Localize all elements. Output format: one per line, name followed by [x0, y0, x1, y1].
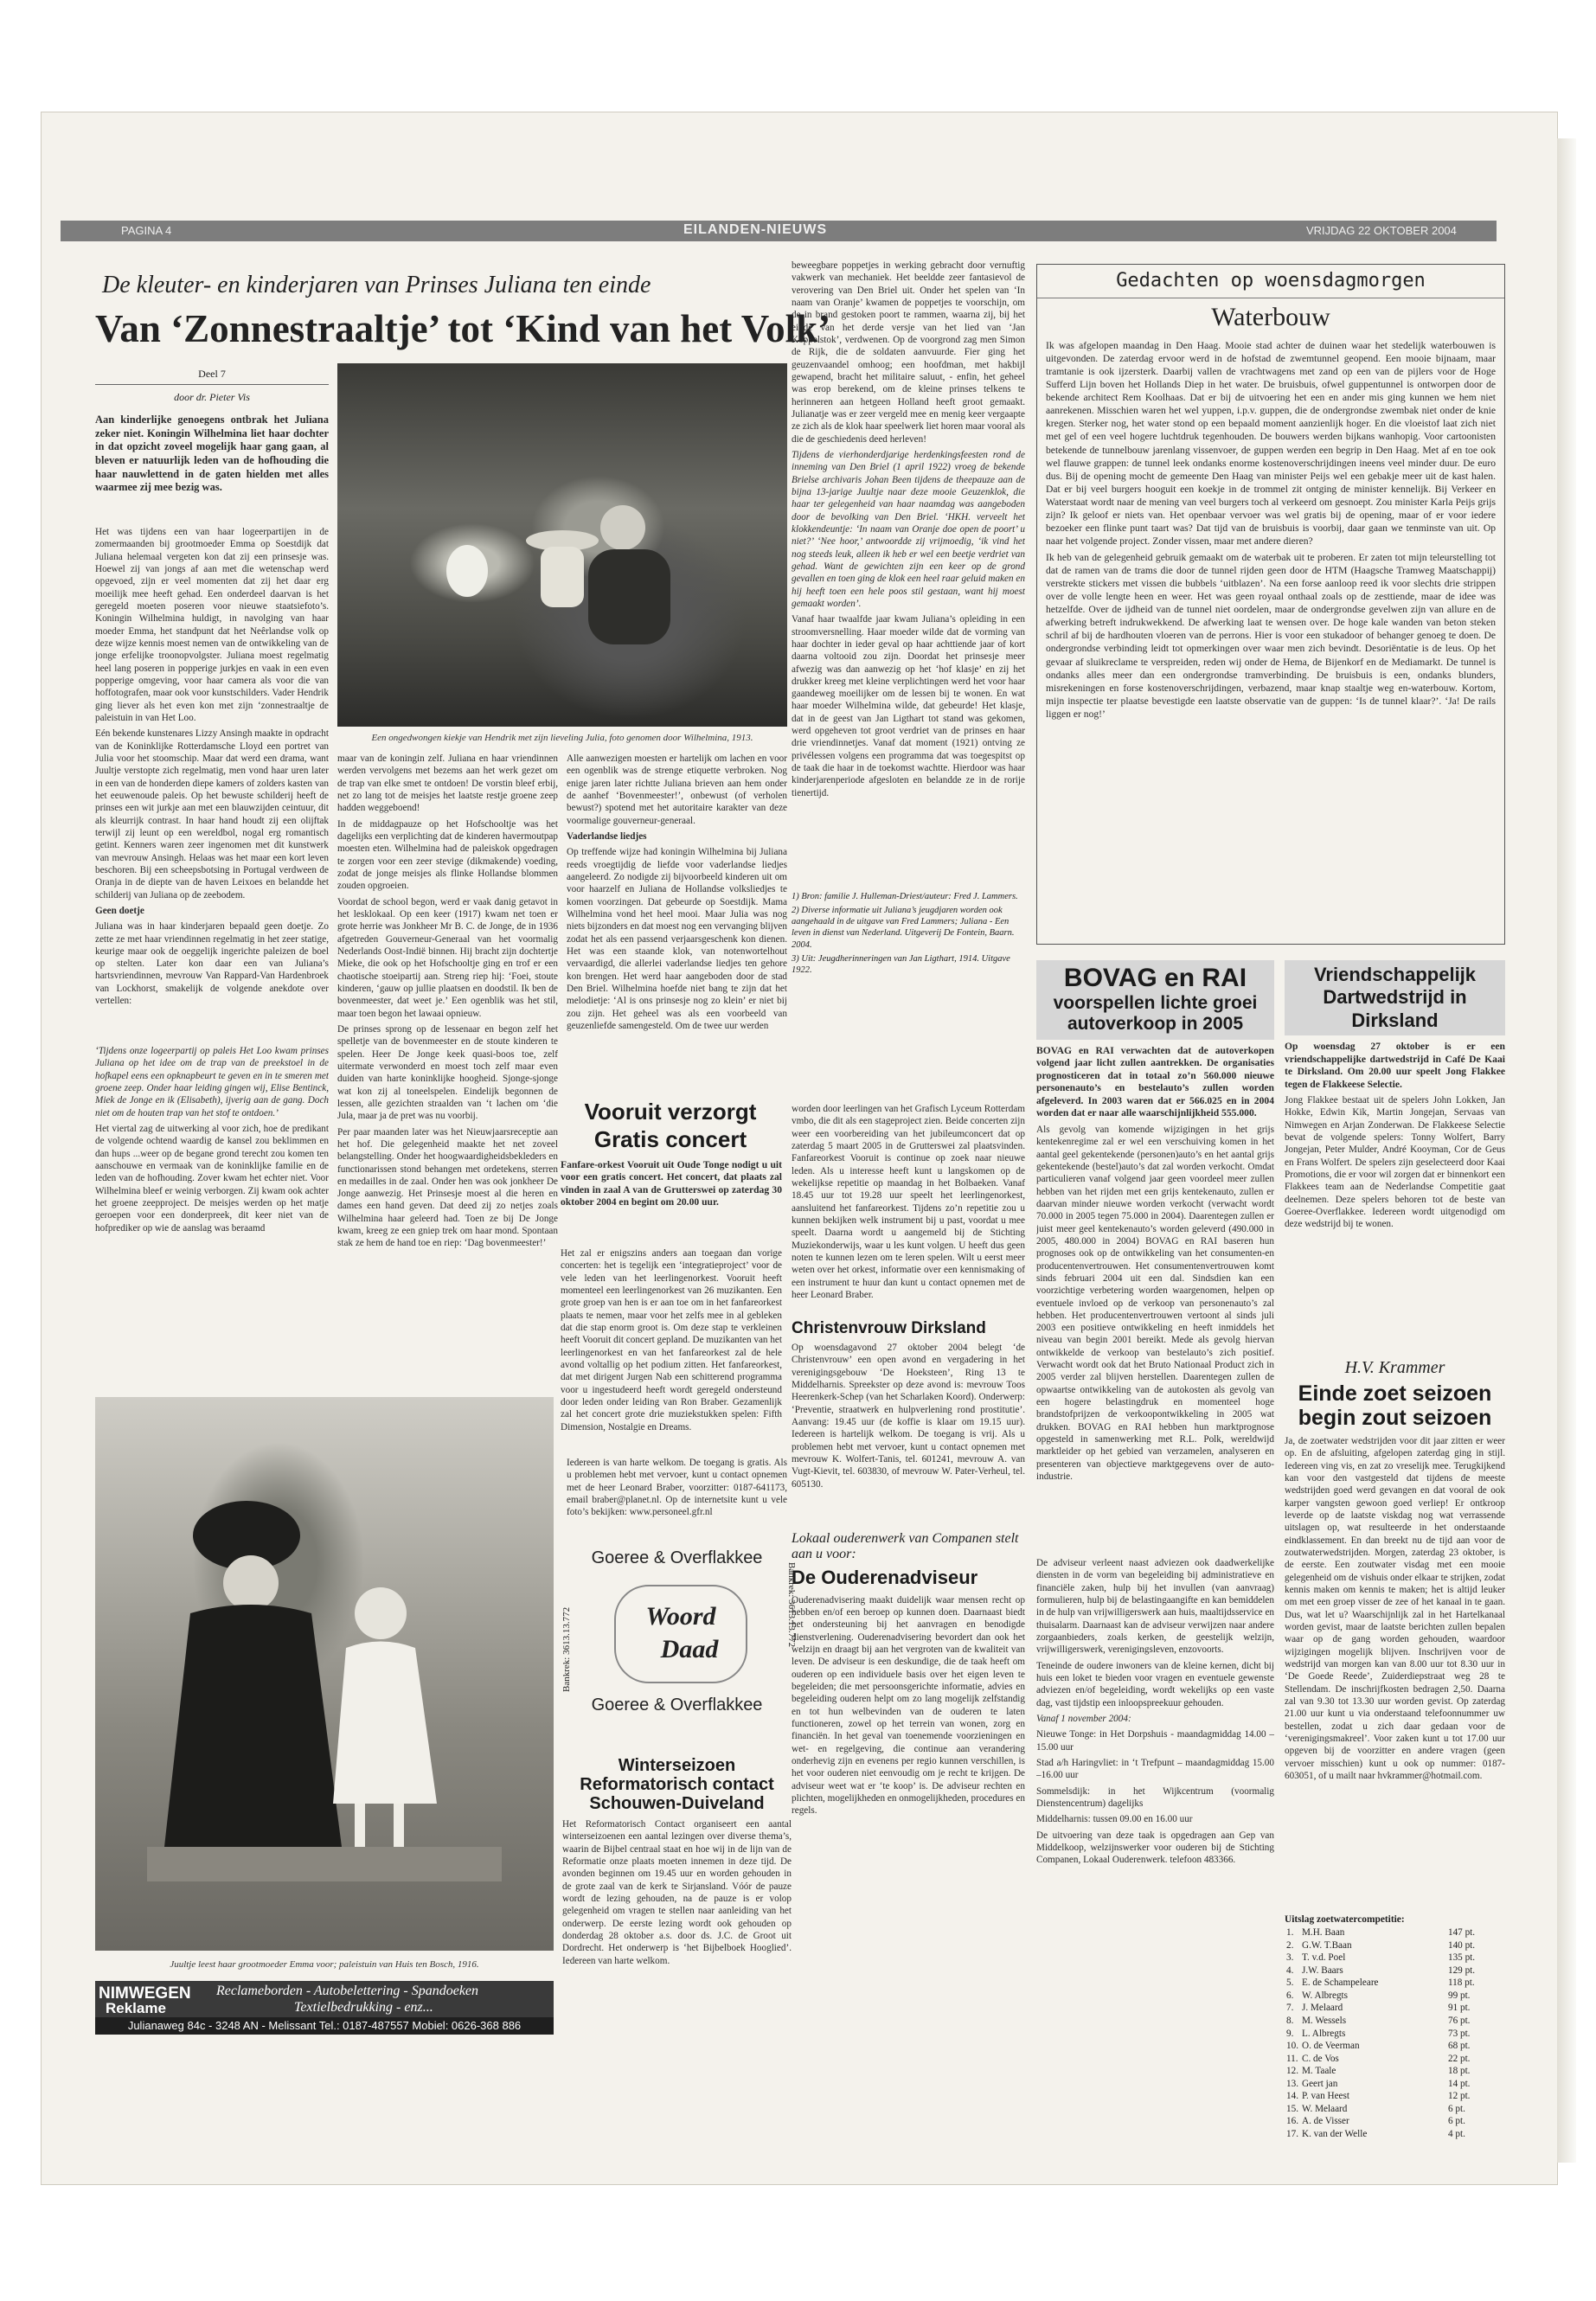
result-name: C. de Vos [1301, 2053, 1339, 2064]
juliana-author: door dr. Pieter Vis [174, 391, 250, 403]
vooruit-title2: Gratis concert [593, 1126, 747, 1152]
result-name: J.W. Baars [1301, 1965, 1343, 1976]
result-name: M. Taale [1301, 2066, 1336, 2077]
paragraph: Juliana was in haar kinderjaren bepaald geen doetje. Zo zette ze met haar vriendinnen regelmatig in het zeer statige, keurige maar ook de oeggelijk ingerichte paleizen de boel op stelten. Later kon daar een van Juliana’s hartsvriendinnen, mevrouw Van Rappard-Van Hardenbroek van Lockhorst, smakelijk de volgende anekdote over vertellen: [95, 921, 329, 1007]
footnote: 1) Bron: familie J. Hulleman-Driest/auteur: Fred J. Lammers. [792, 892, 1018, 901]
juliana-col1 [95, 526, 329, 1045]
schedule-item: Middelharnis: tussen 09.00 en 16.00 uur [1036, 1814, 1193, 1825]
result-rank: 10. [1286, 2041, 1298, 2052]
paragraph: Tijdens de vierhonderdjarige herdenkingsfeesten rond de inneming van Den Briel (1 april 1922) vroeg de bekende Brielse archivaris Johan Been tijdens de theepauze aan de bijna 13-jarige Juultje naar deze mooie Geuzenklok, die haar ter gelegenheid van haar naamdag was aangeboden door de bevolking van Den Briel. ‘HKH. verveelt het klokkendeuntje: ‘In naam van Oranje doe open de poort’ u niet?’ ‘Nee hoor,’ antwoordde zij vrijmoedig, ‘ik vind het nog steeds leuk, alleen ik heb er wel een beetje verdriet van gehad. Want de gewichten zijn een keer op de grond gevallen en toen ging de klok een heel raar geluid maken en hij heeft toen een hele poos stil gestaan, want hij moest gemaakt worden’. [792, 449, 1025, 609]
result-rank: 12. [1286, 2066, 1298, 2077]
result-name: J. Melaard [1301, 2003, 1343, 2014]
result-row [1285, 2090, 1477, 2103]
results-title: Uitslag zoetwatercompetitie: [1285, 1914, 1405, 1925]
result-name: K. van der Welle [1301, 2129, 1368, 2139]
christen-title: Christenvrouw Dirksland [792, 1319, 986, 1337]
result-pts: 14 pt. [1447, 2078, 1471, 2089]
ouderen-text: Ouderenadvisering maakt duidelijk waar mensen recht op hebben en/of een beroep op kunnen doen. Daarnaast biedt het ondersteuning bij het aanvragen en benodigde dienstverlening. Ouderenadvisering bevordert dan ook het welzijn en draagt bij aan het vergroten van de kwaliteit van leven. De adviseur is een deskundige, die de taak heeft om ouderen op een individuele basis over het eigen leven te begeleiden; die met persoonsgerichte informatie, advies en begeleiding ouderen helpt om zo lang mogelijk zelfstandig en tot hun welbevinden van de ouderen te laten functioneren, zowel op het terrein van wonen, zorg en financiën. In het geval van toenemende voorzieningen en wet- en regelgeving, die continue aan verandering onderhevig zijn en evenens per regio kunnen verschillen, is het voor ouderen niet eenvoudig om je recht te krijgen. De adviseur weet wat er ‘te koop’ is. De adviseur rechten en plichten, mogelijkheden en onmogelijkheden, procedures en regels. [792, 1594, 1025, 1817]
result-pts: 118 pt. [1447, 1977, 1475, 1989]
ad-brand-sub: Reklame [106, 2000, 166, 2016]
region-bottom: Goeree & Overflakkee [591, 1695, 763, 1715]
woord-daad-logo [614, 1585, 747, 1683]
juliana-part: Deel 7 [198, 368, 226, 380]
paragraph: Alle aanwezigen moesten er hartelijk om lachen en voor een ogenblik was de strenge etiquette verbroken. Nog enige jaren later richtte Juliana brieven aan hem onder de aanhef ‘Bovenmeester!’, onbewust (of verholen bewust?) spotend met het autoritaire karakter van deze voormalige gouverneur-generaal. [567, 753, 787, 826]
paragraph: Per paar maanden later was het Nieuwjaarsreceptie aan het hof. Die gelegenheid maakte het net zoveel belangstelling. Onder het hoogwaardigheidsbekleders en functionarissen stond behangen met ordetekens, sterren en medailles in de zaal. Onder hen was ook jonkheer De Jonge aanwezig. Het Prinsesje moest al die heren en dames een hand geven. Dat deed zij zo netjes zoals Wilhelmina haar geleerd had. Toen ze bij De Jonge kwam, kreeg ze een gniep trek om haar mond. Spontaan stak ze hem de hand toe en riep: ‘Dag bovenmeester!’ [337, 1126, 558, 1249]
paragraph: Ik was afgelopen maandag in Den Haag. Mooie stad achter de duinen waar het stedelijk waterbouwen is uitgevonden. De zaterdag ervoor werd in de hofstad de zwemtunnel geopend. Een mooie bijnaam, maar tramtanie is ook ijzersterk. Daarbij vallen de vrachtwagens met zand op een van de pijlers voor de Hoge Sufferd Lijn boven het Hollands Diep in het water. De bruisbuis, ofwel guppentunnel is ontworpen door de bekende architect Rem Koolhaas. Dat er bij de uitvoering het een en ander mis ging kunnen we hem niet aanrekenen. Misschien waren het wel yuppen, i.p.v. guppen, die de ondergrondse zwembak niet onder de knie kregen. Sterker nog, het water stond op een bepaald moment aanzienlijk hoger. En die vloeistof laat zich niet met gel of een veel hogere luchtdruk tegenhouden. De bouwers werden bijkans wanhopig. Voor cartoonisten betekende de tunnelbouw jarenlang vissenvoer, de guppen werden een begrip in Den Haag. Met af en toe ook wel flauwe grappen: de tunnel leek ondanks enorme kostenoverschrijdingen ineens veel minder duur. De euro dus. Bij de opening mocht de gemeente Den Haag van minister Peijs wel een gebakje meer uit de kast halen. Dat er bij veel burgers hooguit een koekje in de trommel zit ontging de minister kennelijk. Bij Verkeer en Waterstaat wordt naar de mening van veel burgers toch al verkeerd om gesnoept. Zou minister Karla Peijs grijs zijn? Ik geloof er niets van. Het openbaar vervoer was wel gratis bij de opening, maar of er voor iedere bezoeker een flinke punt taart was? Dat tijd van de bruisbuis is voorbij, daar gaan we tenminste van uit. Op naar het volgende project. Zonder vissen, maar met andere dieren? [1046, 340, 1496, 547]
juliana-title: Van ‘Zonnestraaltje’ tot ‘Kind van het Volk’ [95, 307, 831, 350]
juliana-lead: Aan kinderlijke genoegens ontbrak het Juliana zeker niet. Koningin Wilhelmina liet haar dochter in dat opzicht zoveel mogelijk haar gang gaan, al bleven er natuurlijk leden van de hofhouding die haar nauwlettend in de gaten hielden met alles waarmee zij mee bezig was. [95, 413, 329, 494]
krammer-title: Einde zoet seizoen begin zout seizoen [1298, 1381, 1492, 1430]
bovag-lead: BOVAG en RAI verwachten dat de autoverkopen volgend jaar licht zullen aantrekken. De organisaties prognosticeren dat in totaal zo’n 560.000 nieuwe personenauto’s en bestelauto’s zullen worden afgeleverd. In 2003 waren dat er 566.025 en in 2004 worden dat er naar alle waarschijnlijkheid 555.000. [1036, 1045, 1274, 1119]
result-pts: 73 pt. [1447, 2028, 1471, 2039]
dart-text: Jong Flakkee bestaat uit de spelers John Lokken, Jan Hokke, Edwin Kik, Martin Jongejan, Servaas van Nimwegen en Arjan Zonderwan. De Flakkeese Selectie bevat de volgende spelers: Tonny Wolfert, Barry Jongejan, Peter Mulder, André Kooyman, Cor de Geus en Frans Wolfert. De spelers zijn geselecteerd door Kaai Promotions, die er voor wil zorgen dat er binnenkort een Flakkees team aan de Nederlandse Competitie gaat deelnemen. Deze spelers behoren tot de beste van Goeree-Overflakkee. Iedereen wordt uitgenodigd om deze wedstrijd bij te wonen. [1285, 1095, 1505, 1230]
schedule-item: Sommelsdijk: in het Wijkcentrum (voormalig Dienstencentrum) dagelijks [1036, 1785, 1274, 1809]
schedule-item: Stad a/h Haringvliet: in ‘t Trefpunt – maandagmiddag 15.00 –16.00 uur [1036, 1757, 1274, 1781]
juliana-col3 [567, 753, 787, 1090]
result-row [1285, 1926, 1477, 1939]
bank-left: Bankrek: 3613.13.772 [561, 1606, 572, 1692]
vooruit-text: Het zal er enigszins anders aan toegaan dan vorige concerten: het is tegelijk een ‘integratieproject’ voor de vele leden van het leerlingenorkest. Vooruit heeft momenteel een leerlingenorkest van 26 muzikanten. Een grote groep van hen is er aan toe om in het fanfareorkest plaats te nemen, maar voor het zelfs mee in al gebleken dat die stap enorm groot is. Om deze stap te verkleinen heeft Vooruit dit concert gepland. De muzikanten van het leerlingenorkest en van het fanfareorkest zal de hele avond voltallig op het podium zitten. Het fanfareorkest, dat met dirigent Jurgen Nab een schitterend programma voor u ingestudeerd heeft wordt geregeld ondersteund door leden onder leiding van Ron Braber. Gezamenlijk zal het concert grote drie muziekstukken spelen: Fifth Dimension, Nostalgie en Dreams. [561, 1248, 782, 1433]
result-rank: 7. [1286, 2003, 1294, 2014]
krammer-text: Ja, de zoetwater wedstrijden voor dit jaar zitten er weer op. En de afsluiting, afgelopen zaterdag ging in stijl. Iedereen ving vis, en zat zo vreselijk mee. Terugkijkend kan voor den vastgesteld dat tijdens de meeste wedstrijden goed werd gevangen en dat vooral de ook karper vangsten gewoon goed verliep! Er ontkroop leverde op de laatste viskdag nog wat verrassende uitslagen op, wat resulteerde in het onderstaande eindklassement. En dan breekt nu de tijd aan voor de zoutwaterwedstrijden. Morgen, zaterdag 23 oktober, is de eerste. Een zoutwater visdag met een mooie gelegenheid om de vishuis onder elkaar te strijken, zodat kennis maken om kennis te maken; het is altijd leuker om met een groep visser de zee of het kanaal in te gaan. Dus, wat let u? Waarschijnlijk zal in het Hartelkanaal worden gevist, maar de laatste berichten zullen bepalen waar op de gang worden gehouden, waardoor wijzigingen mogelijk blijven. Inschrijven voor de wedstrijd van morgen kan van 8.00 uur tot 8.30 uur in ‘De Goede Reede’, Zuiderdiepstraat weg 28 te Stellendam. De inschrijfkosten bedragen 2,50. Daarna zal van 9.30 tot 13.30 uur worden gevist. Op zaterdag 21.00 uur kunt u via onderstaand telefoonnummer uw bestellen, zodat u zich daar gedaan voor de ‘verenigingsmakreel’. Voor zaken kunt u tot 17.00 uur opgeven bij de voorzitter en andere vragen (geen vervoer misschien) kunt u ook op nummer: 0187-603051, of u mailt naar hvkrammer@hotmail.com. [1285, 1436, 1505, 1781]
result-rank: 6. [1286, 1990, 1294, 2001]
juliana-col2 [337, 753, 558, 1410]
result-row [1285, 2103, 1477, 2116]
result-name: T. v.d. Poel [1301, 1952, 1346, 1964]
result-pts: 12 pt. [1447, 2091, 1471, 2102]
gedachten-title: Waterbouw [1211, 303, 1330, 331]
gedachten-body [1046, 339, 1496, 936]
result-row [1285, 2053, 1477, 2066]
ad-brand: NIMWEGEN [99, 1984, 191, 2003]
result-name: L. Albregts [1301, 2028, 1346, 2039]
result-pts: 99 pt. [1447, 1990, 1471, 2001]
result-row [1285, 1990, 1477, 2003]
schedule-intro: Vanaf 1 november 2004: [1036, 1713, 1131, 1724]
paragraph: In de middagpauze op het Hofschooltje was het dagelijks een verplichting dat de kinderen havermoutpap moesten eten. Wilhelmina had de paleiskok opgedragen te zorgen voor een zeer stevige (dikmakende) voeding, zodat de jonge meisjes als flinke Hollandse blommen zouden opgroeien. [337, 818, 558, 892]
winter-article [562, 1756, 792, 2037]
subheading: Vaderlandse liedjes [567, 830, 647, 842]
footnote: 3) Uit: Jeugdherinneringen van Jan Ligthart, 1914. Uitgave 1922. [792, 953, 1010, 975]
bovag-title2: voorspellen lichte groei [1053, 993, 1258, 1013]
vooruit-text2: Iedereen is van harte welkom. De toegang is gratis. Als u problemen hebt met vervoer, kunt u contact opnemen met de heer Leonard Braber, voorzitter: 0187-641173, email braber@planet.nl. Op de internetsite kunt u vele foto’s bekijken: www.personeel.gfr.nl [567, 1458, 787, 1518]
ouderen-kicker: Lokaal ouderenwerk van Companen stelt aan u voor: [792, 1531, 1019, 1562]
schedule-item: Nieuwe Tonge: in Het Dorpshuis - maandagmiddag 14.00 – 15.00 uur [1036, 1729, 1274, 1753]
result-name: A. de Visser [1301, 2116, 1349, 2127]
paragraph: De adviseur verleent naast adviezen ook daadwerkelijke diensten in de vorm van begeleiding bij administratieve en financiële zaken, hulp bij het invullen (van aanvraag) formulieren, hulp bij de belastingaangifte en kan bemiddelen in de hulp van vrijwilligerswerk aan huis, maaltijdsservice en thuisalarm. Daarnaast kan de adviseur verwijzen naar andere zorgaanbieders, zoals kerken, de geestelijk welzijn, vrijwilligerswerk, verenigingsleven, enzovoorts. [1036, 1558, 1274, 1656]
logo-woord: Woord [645, 1602, 716, 1631]
juliana-col4 [792, 260, 1025, 887]
result-pts: 91 pt. [1447, 2003, 1471, 2014]
paragraph: Het viertal zag de uitwerking al voor zich, hoe de predikant de volgende ochtend waardig de kansel zou beklimmen en dan hups ...weer op de begane grond terecht zou komen ten aanschouwe en vermaak van de koninklijke familie en de leden van de hofhouding. Zover kwam het echter niet. Voor Wilhelmina bleef er weinig verborgen. Zij kwam ook achter het groene zeepproject. De meisjes werden op het matje geroepen voor een donderpreek, dit keer niet van de hofprediker op wie de aanslag was beraamd [95, 1123, 329, 1234]
result-rank: 13. [1286, 2078, 1298, 2089]
result-row [1285, 2028, 1477, 2041]
vooruit-cont [792, 1103, 1025, 1315]
result-row [1285, 2015, 1477, 2028]
photo1-caption: Een ongedwongen kiekje van Hendrik met zijn lieveling Julia, foto genomen door Wilhelmina, 1913. [371, 733, 753, 743]
result-pts: 22 pt. [1447, 2053, 1471, 2064]
ouderen-title: De Ouderenadviseur [792, 1566, 978, 1588]
result-pts: 140 pt. [1447, 1939, 1476, 1951]
winter-title: Winterseizoen Reformatorisch contact Schouwen-Duiveland [580, 1756, 774, 1813]
nimwegen-ad [95, 1981, 554, 2035]
vooruit-lead: Fanfare-orkest Vooruit uit Oude Tonge nodigt u uit voor een gratis concert. Het concert, dat plaats zal vinden in zaal A van de Grutterswei op zaterdag 30 oktober 2004 en begint om 20.00 uur. [561, 1159, 782, 1208]
result-rank: 16. [1286, 2116, 1298, 2127]
result-name: W. Albregts [1301, 1990, 1349, 2001]
ad-line1: Reclameborden - Autobelettering - Spandoeken [216, 1984, 479, 1998]
result-rank: 15. [1286, 2103, 1298, 2114]
result-row [1285, 2078, 1477, 2091]
result-pts: 135 pt. [1447, 1952, 1476, 1964]
result-rank: 4. [1286, 1965, 1294, 1976]
result-row [1285, 2002, 1477, 2015]
woord-daad-ad [561, 1548, 797, 1739]
result-row [1285, 1965, 1477, 1977]
result-rank: 17. [1286, 2129, 1298, 2139]
paragraph: De uitvoering van deze taak is opgedragen aan Gep van Middelkoop, welzijnswerker voor ouderen bij de Stichting Companen, Lokaal Ouderenwerk. telefoon 483366. [1036, 1830, 1274, 1866]
paragraph: Vanaf haar twaalfde jaar kwam Juliana’s opleiding in een stroomversnelling. Haar moeder wilde dat de vorming van haar dochter in ieder geval op haar achttiende jaar of kort daarna voltooid zou zijn. Doordat het prinsesje meer afwezig was dan aanwezig op het ‘hof klasje’ en zij het drukker kreeg met kleine verplichtingen werd het voor haar gaandeweg moeilijker om de lessen bij te wonen. En wat haar moeder Wilhelmina wilde, dat gebeurde! Het klasje, dat in de geest van Jan Ligthart tot stand was gekomen, werd opgeheven tot groot verdriet van de prinses en haar drie vriendinnetjes. Vanaf dat moment (1921) ontving ze privélessen volgens een programma dat was toegespitst op de taak die haar in de toekomst wachtte. Hierdoor was haar kinderjarenperiode afgesloten en belandde ze in de rorije tienertijd. [792, 614, 1025, 798]
subheading: Geen doetje [95, 905, 144, 916]
dart-article [1285, 960, 1505, 1332]
result-name: M. Wessels [1301, 2015, 1347, 2026]
result-rank: 9. [1286, 2028, 1294, 2039]
result-name: W. Melaard [1301, 2103, 1348, 2114]
result-name: M.H. Baan [1301, 1927, 1345, 1938]
paragraph: Teneinde de oudere inwoners van de kleine kernen, dicht bij huis een loket te bieden voor vragen en eventuele gewenste adviezen en/of begeleiding, wordt wekelijks op een vaste dag, vast tijdstip een inloopspreekuur gehouden. [1036, 1660, 1274, 1708]
paragraph: beweegbare poppetjes in werking gebracht door vernuftig vakwerk van mechaniek. Het beeldde zeer fantasievol de verovering van Den Briel uit. Onder het spelen van ‘In naam van Oranje’ kwamen de poppetjes te voorschijn, om de in brand gestoken poort te rammen, waarna zij, bij het einde van het derde versje van het lied van ‘Jan Koppelstok’, verdwenen. Op de voorgrond zag men Simon de Rijk, die de soldaten aanvuurde. Fier ging het geuzenvaandel omhoog; een hoofdman, met hakbijl gewapend, bracht het militaire saluut, - enfin, het geheel was erop berekend, om de kleine prinses telkens te herinneren aan hetgeen Holland heeft groot gemaakt. Julianatje was er zeer vergeld mee en menig keer vergaapte ze zich als de klok haar speelwerk liet horen maar vooral als die de geschiedenis deed herleven! [792, 260, 1025, 445]
result-name: E. de Schampeleare [1301, 1977, 1379, 1989]
result-pts: 6 pt. [1447, 2116, 1465, 2127]
result-row [1285, 2065, 1477, 2078]
result-pts: 18 pt. [1447, 2066, 1471, 2077]
paragraph: worden door leerlingen van het Grafisch Lyceum Rotterdam vmbo, die dit als een stageproject zien. Beide concerten zijn weer een voorbereiding van het jubileumconcert dat op zaterdag 5 maart 2005 in de Grutterswei zal plaatsvinden. Fanfareorkest Vooruit is continue op zoek naar nieuwe leden. Als u interesse heeft kunt u langskomen op de wekelijkse repetitie op maandag in het Bolbaeken. Vanaf 18.45 uur tot 19.28 uur speelt het leerlingenorkest, aansluitend het fanfareorkest. Tijdens zo’n repetitie zou u kunnen bekijken welk instrument bij u past, voordat u mee speelt. Daarna wordt u aangemeld bij de Stichting Muziekonderwijs, waar u les kunt volgen. U heeft dus geen noten te kunnen lezen om te leren spelen. Wilt u eerst meer weten over het orkest, informatie over een kennismaking of een instrument te huur dan kunt u contact opnemen met de heer Leonard Braber. [792, 1104, 1025, 1300]
photo-hendrik-julia [337, 363, 787, 727]
result-row [1285, 1977, 1477, 1990]
paragraph: Ik heb van de gelegenheid gebruik gemaakt om de waterbak uit te proberen. Er zaten tot mijn teleurstelling tot dat de ramen van de trams die door de tunnel rijden geen door de HTM (Haagsche Tramweg Maatschappij) verstrekte stickers met vissen die bubbels ‘uitblazen’. Na een forse aanloop reed ik voor slechts drie strippen over de volle lengte heen en weer. Het was geen royaal onthaal zoals op de zesttiende, maar de idee was hetzelfde. Over de ijdheid van de tunnel niet oordelen, maar de ondergrondse gevelwen zijn van allure en de afwerking betreft indrukwekkend. De afwerking laat te wensen over. De hoge kale wanden van beton steken schril af bij de hardhouten vloeren van de perrons. Hier is voor een stukadoor of behanger genoeg te doen. De ondergrondse verbinding leidt tot opmerkingen over waar men zich bevindt. Desoriëntatie is de leus. Op het gevaar af sluikreclame te verspreiden, reden wij onder de Hema, de Bijenkorf en de Mediamarkt. De tunnel is ondanks alles meer dan een ondergrondse tramverbinding. De bruisbuis is een, ondanks blunders, misrekeningen en forse kostenoverschrijdingen, verbazend, maar knap staaltje weg en-waterbouw. Kortom, mijn inspectie ter plaatse bevestigde een laatste observatie van de guppen: ‘Is de tunnel klaar?’. ‘Ja! De rails liggen er nog!’ [1046, 552, 1496, 720]
bovag-title1: BOVAG en RAI [1063, 964, 1247, 992]
photo-emma-juultje [95, 1397, 554, 1951]
christen-text: Op woensdagavond 27 oktober 2004 belegt ‘de Christenvrouw’ een open avond en vergadering in het verenigingsgebouw ‘De Hoeksteen’, Ring 13 te Middelharnis. Spreekster op deze avond is: mevrouw Toos Heerenkerk-Schep (van het Scharlaken Koord). Onderwerp: ‘Preventie, straatwerk en hulpverlening rond prostitutie’. Aanvang: 19.45 uur (de koffie is klaar om 19.15 uur). Iedereen is hartelijk welkom. De toegang is vrij. Als u problemen hebt met vervoer, kunt u contact opnemen met mevrouw K. Wolfert-Tanis, tel. 601241, mevrouw A. van Vugt-Kievit, tel. 603830, of mevrouw W. Pater-Verheul, tel. 605130. [792, 1343, 1025, 1490]
ad-address: Julianaweg 84c - 3248 AN - Melissant Tel.: 0187-487557 Mobiel: 0626-368 886 [95, 2017, 554, 2035]
paragraph: Eén bekende kunstenares Lizzy Ansingh maakte in opdracht van de Koninklijke Rotterdamsche Lloyd een portret van Julia voor het stoomschip. Maar dat werd een drama, want Juultje verstopte zich regelmatig, men vond haar uren later in een van de honderden diepe kamers of zolders kasten van het eeuwenoude paleis. Op het bewuste schilderij heeft de prinses een wit jurkje aan met een blauwzijden ceintuur, dit als kleurrijk contrast. In haar hand houdt zij een olijftak terwijl zij leunt op een wereldbol, nogal erg romantisch getint. Kenners waren zeer ingenomen met dit kunstwerk van mevrouw Ansingh. Helaas was het maar een kort leven beschoren. Bij een scheepsbotsing in Portugal verdween de Oranja in de diepte van de haven Leixoes en belandde het schilderij van Juliana op de zeebodem. [95, 728, 329, 901]
result-rank: 2. [1286, 1939, 1294, 1951]
issue-date: VRIJDAG 22 OKTOBER 2004 [1306, 224, 1457, 237]
ouderen-article [792, 1531, 1025, 2037]
dart-lead: Op woensdag 27 oktober is er een vriendschappelijke dartwedstrijd in Café De Kaai te Dirksland. Om 20.00 uur speelt Jong Flakkee tegen de Flakkeese Selectie. [1285, 1041, 1505, 1090]
paragraph: maar van de koningin zelf. Juliana en haar vriendinnen werden vervolgens met bezems aan het werk gezet om de trap van elke smet te ontdoen! De vorstin bleef erbij, net zo lang tot de meisjes het laatste restje groene zeep hadden weggeboend! [337, 753, 558, 814]
result-pts: 68 pt. [1447, 2041, 1471, 2052]
bovag-text: Als gevolg van komende wijzigingen in het grijs kentekenregime zal er wel een verschuiving komen in het aantal geel gekentekende (personen)auto’s en het aantal grijs gekentekende (bestel)auto’s dat zal worden verkocht. Omdat particulieren vanaf volgend jaar geen voordeel meer zullen hebben van het rijden met een grijs kentekenauto, zullen er daarvan minder nieuwe worden verkocht (verwacht wordt 70.000 in 2005 tegen 75.000 in 2004). Daarentegen zullen er juist meer geel kentekenauto’s worden geleverd (490.000 in 2005, 480.000 in 2004) BOVAG en RAI baseren hun prognoses ook op de ontwikkeling van het consumenten-en producentenvertrouwen. Het consumentenvertrouwen komt sinds februari 2004 uit een dal. Sindsdien kan een voorzichtige verbetering worden waargenomen, helpen op eventuele invloed op de verkoop van personenauto’s zal hebben. Het producentenvertrouwen vertoont al sinds juli 2003 een positieve ontwikkeling en heeft inmiddels het niveau van begin 2001 bereikt. Mede als gevolg hiervan ontwikkelde de verkoop van bestelauto’s zich positief. Verwacht wordt ook dat het Bruto Nationaal Product zich in 2005 verder zal blijven herstellen. Daarentegen zullen de opwaartse ontwikkeling van de autokosten als gevolg van een hogere belastingdruk en momenteel hoge brandstofprijzen de verkoopontwikkeling in 2005 wat drukken. BOVAG en RAI hebben hun marktprognose opgesteld in samenwerking met R.L. Polk, wereldwijd marktleider op het gebied van verzamelen, analyseren en presenteren van objectieve marktgegevens over de auto-industrie. [1036, 1124, 1274, 1483]
result-row [1285, 2040, 1477, 2053]
krammer-kicker: H.V. Krammer [1344, 1358, 1445, 1377]
juliana-notes [792, 891, 1025, 1107]
results-table [1285, 1926, 1477, 2141]
page-fold [1557, 138, 1576, 2163]
result-pts: 129 pt. [1447, 1965, 1476, 1976]
juliana-kicker: De kleuter- en kinderjaren van Prinses Juliana ten einde [102, 272, 651, 298]
result-rank: 8. [1286, 2015, 1294, 2026]
masthead [61, 221, 1497, 241]
region-top: Goeree & Overflakkee [591, 1548, 763, 1567]
quote: ‘Tijdens onze logeerpartij op paleis Het Loo kwam prinses Juliana op het idee om de trap van de preekstoel in de hofkapel eens een opknapbeurt te geven en in te smeren met groene zeep. Onder haar leiding gingen wij, Elise Bentinck, Miek de Jonge en ik (Elisabeth), ijverig aan de gang. Doch niet om de houten trap van het stof te ontdoen.’ [95, 1046, 329, 1118]
juliana-col1-cont [95, 1045, 329, 1391]
photo2-caption: Juultje leest haar grootmoeder Emma voor; paleistuin van Huis ten Bosch, 1916. [170, 1959, 479, 1970]
paragraph: Voordat de school begon, werd er vaak danig getavot in het lesklokaal. Op een keer (1917) kwam net toen er grote herrie was Jonkheer Mr B. C. de Jonge, de in 1936 afgetreden Gouverneur-Generaal van het voormalig Nederlands Oost-Indië binnen. Hij bracht zijn dochtertje Mieke, die ook op het Hofschooltje ging en trof er een chaotische stoeipartij aan. Streng riep hij: ‘Foei, stoute kinderen, ‘gauw op jullie plaatsen en doodstil. Ik ben de bovenmeester, dat weet je.’ Een ogenblik was het stil, maar toen begon het lawaai opnieuw. [337, 896, 558, 1019]
logo-daad: Daad [660, 1635, 719, 1663]
vooruit-article [554, 1099, 787, 1453]
christen-article [792, 1319, 1025, 1518]
result-pts: 4 pt. [1447, 2129, 1465, 2139]
vooruit-title1: Vooruit verzorgt [584, 1099, 757, 1125]
footnote: 2) Diverse informatie uit Juliana’s jeugdjaren worden ook aangehaald in de uitgave van Fred Lammers; Juliana - Een leven in dienst van Nederland. Uitgeverij De Fontein, Baarn. 2004. [792, 906, 1015, 950]
gedachten-header: Gedachten op woensdagmorgen [1037, 265, 1504, 298]
result-row [1285, 2128, 1477, 2141]
ouderen-col2 [1036, 1557, 1274, 2037]
result-row [1285, 1939, 1477, 1952]
gedachten-box [1036, 264, 1505, 945]
result-rank: 11. [1286, 2053, 1298, 2064]
paragraph: Op treffende wijze had koningin Wilhelmina bij Juliana reeds vroegtijdig de liefde voor vaderlandse liedjes aangeleerd. Zo nodigde zij bijvoorbeeld kinderen uit om voor haarzelf en Juliana de Hollandse volksliedjes te komen voorzingen. Dat gebeurde op Soestdijk. Mama Wilhelmina vond het heel mooi. Maar Julia was nog niets bijzonders en dat moest nog een vervanging blijven zodat het als een passend verjaarsgeschenk kon dienen. Het was een staande klok, van notenwortelhout vervaardigd, die allerlei vaderlandse liedjes ten gehore kon brengen. Het werd haar aangeboden door de stad Den Briel. Wilhelmina hoefde niet bang te zijn dat het melodietje: ‘Al is ons prinsesje nog zo klein’ er niet bij zou zijn. Het geheel was als een voorbeeld van geuzenliefde samengesteld. Om de twee uur werden [567, 847, 787, 1031]
result-name: P. van Heest [1301, 2091, 1349, 2102]
result-rank: 14. [1286, 2091, 1298, 2102]
dart-title: Vriendschappelijk Dartwedstrijd in Dirksland [1313, 964, 1477, 1031]
result-row [1285, 2115, 1477, 2128]
result-rank: 3. [1286, 1952, 1294, 1964]
ad-line2: Textielbedrukking - enz... [294, 2000, 433, 2015]
result-pts: 76 pt. [1447, 2015, 1471, 2026]
result-name: G.W. T.Baan [1301, 1939, 1352, 1951]
bank-right: Bankrek: 3613.13.772 [786, 1562, 797, 1648]
result-rank: 1. [1286, 1927, 1294, 1938]
result-pts: 147 pt. [1447, 1927, 1476, 1938]
result-name: Geert jan [1301, 2078, 1338, 2089]
paragraph: Het was tijdens een van haar logeerpartijen in de zomermaanden bij grootmoeder Emma op Soestdijk dat Juliana helemaal vergeten kon dat zij een prinsesje was. Hoewel zij van jongs af aan met die wetenschap werd opgevoed, zijn er veel momenten dat zij het daar erg moeilijk mee heeft gehad. Een onderdeel daarvan is het geregeld moeten poseren voor nieuwe staatsiefoto’s. Koningin Wilhelmina huldigt, in navolging van haar moeder Emma, het standpunt dat het Neêrlandse volk op deze wijze kennis moest nemen van de ontwikkeling van de jonge erfelijke troonopvolgster. Juliana moest regelmatig heel lang poseren in popperige jurkjes en vaak in een even popperige omgeving, voor haar camera als voor die van hoffotografen, maar ook voor kunstschilders. Vader Hendrik ging liever als het even kon met zijn ‘zonnestraaltje de paleistuin in van Het Loo. [95, 527, 329, 723]
bovag-article [1036, 960, 1274, 1548]
winter-text: Het Reformatorisch Contact organiseert een aantal winterseizoenen een aantal lezingen over diverse thema’s, waarin de Bijbel centraal staat en hoe wij in de lijn van de Reformatie onze plaats moeten innemen in deze tijd. De avonden beginnen om 19.45 uur en worden gehouden in de grote zaal van de kerk te Sirjansland. Vóór de pauze wordt de lezing gehouden, na de pauze is er volop gelegenheid om vragen te stellen naar aanleiding van het onderwerp. De eerste lezing wordt ook gehouden op donderdag 28 oktober a.s. door ds. J.C. de Groot uit Dordrecht. Het onderwerp is ‘het Bijbelboek Hooglied’. Iedereen van harte welkom. [562, 1819, 792, 1966]
krammer-article [1285, 1358, 1505, 2137]
result-row [1285, 1952, 1477, 1965]
result-rank: 5. [1286, 1977, 1294, 1989]
result-pts: 6 pt. [1447, 2103, 1465, 2114]
bovag-title3: autoverkoop in 2005 [1067, 1014, 1244, 1034]
paragraph: De prinses sprong op de lessenaar en begon zelf het spelletje van de bovenmeester en de stoute kinderen te spelen. Heer De Jonge keek quasi-boos toe, zelf uitermate verwonderd en moest toch zelf maar even duiden van harte koninklijke hoogheid. Sjonge-sjonge wat kon zij al toneelspelen. Eindelijk begonnen de lessen, alle gezichten straalden van ‘t lachen om ‘die Jula, maar ja de pret was nu voorbij. [337, 1023, 558, 1122]
page-number: PAGINA 4 [121, 224, 172, 237]
result-name: O. de Veerman [1301, 2041, 1360, 2052]
paper-name: EILANDEN-NIEUWS [683, 222, 828, 237]
